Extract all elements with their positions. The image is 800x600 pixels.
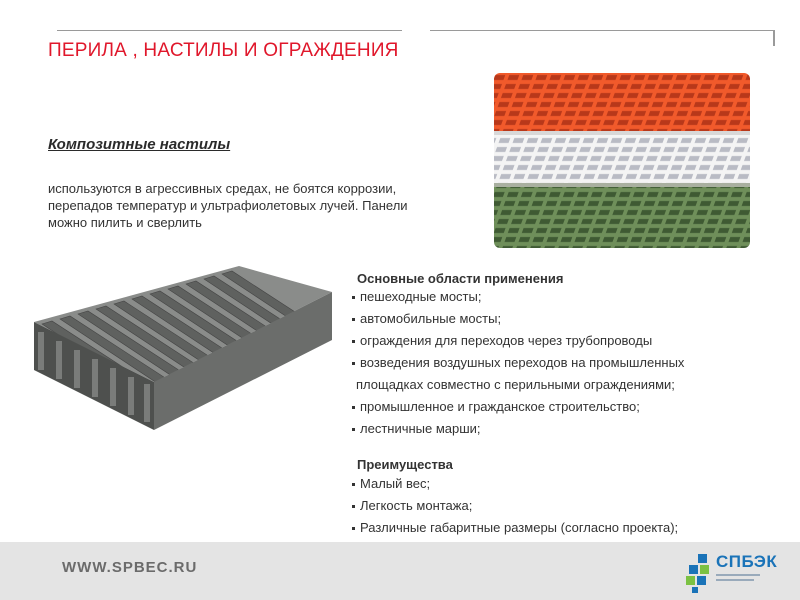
list-item: Малый вес;: [352, 476, 678, 498]
list-item: лестничные марши;: [352, 421, 684, 443]
company-logo: [686, 552, 786, 594]
header-rule-left: [57, 30, 402, 31]
logo-mark-icon: [686, 554, 714, 594]
list-item: Различные габаритные размеры (согласно проекта);: [352, 520, 678, 542]
list-item: промышленное и гражданское строительство;: [352, 399, 684, 421]
list-item-continuation: площадках совместно с перильными ограждениями;: [356, 377, 675, 392]
header-rule-right: [430, 30, 775, 31]
list-item: возведения воздушных переходов на промышленных: [352, 355, 684, 377]
section-subtitle: Композитные настилы: [48, 136, 231, 153]
intro-description: используются в агрессивных средах, не боятся коррозии, перепадов температур и ультрафиолетовых лучей. Панели можно пилить и сверлить: [48, 181, 408, 230]
page-title: ПЕРИЛА , НАСТИЛЫ И ОГРАЖДЕНИЯ: [48, 40, 399, 61]
list-item: Легкость монтажа;: [352, 498, 678, 520]
list-item: пешеходные мосты;: [352, 289, 684, 311]
applications-heading: Основные области применения: [357, 271, 564, 286]
footer-bar: [0, 542, 800, 600]
list-item: ограждения для переходов через трубопроводы: [352, 333, 684, 355]
applications-list: [352, 289, 684, 443]
website-link[interactable]: WWW.SPBEC.RU: [62, 559, 198, 576]
beam-grating-photo: [34, 262, 332, 430]
advantages-heading: Преимущества: [357, 457, 453, 472]
list-item: автомобильные мосты;: [352, 311, 684, 333]
logo-wordmark: СПБЭК: [716, 552, 778, 571]
header-rule-tick: [773, 30, 775, 46]
grating-panels-photo: [494, 73, 750, 248]
